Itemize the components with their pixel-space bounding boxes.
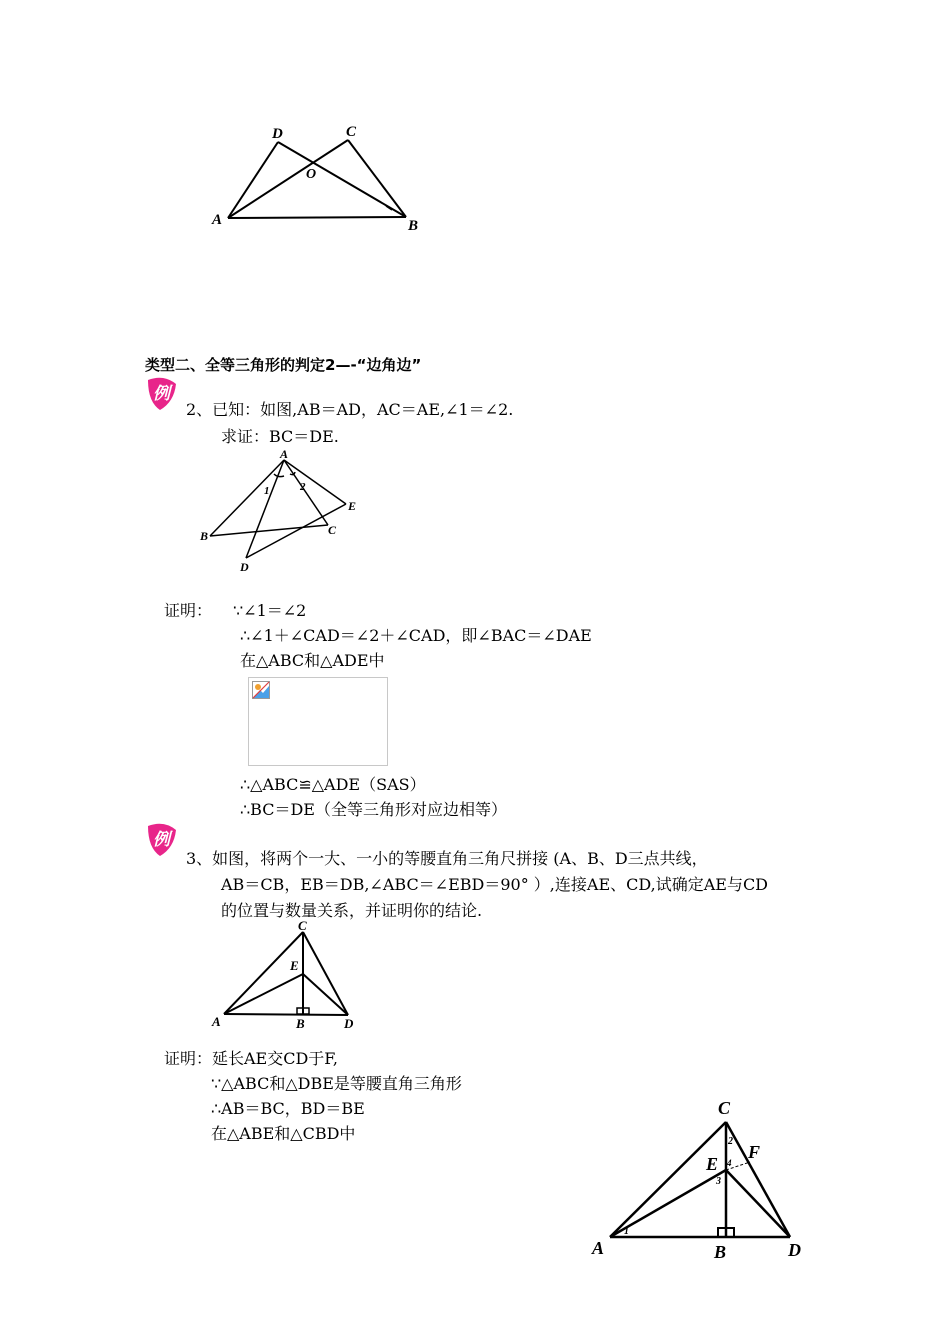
proof3-line2: ∴AB＝BC，BD＝BE — [211, 1099, 365, 1118]
badge-char: 例 — [153, 384, 170, 403]
label-a: A — [280, 447, 289, 461]
figure-aob — [200, 120, 440, 240]
example2-line2: 求证：BC＝DE. — [221, 427, 339, 446]
section-heading: 类型二、全等三角形的判定2—-“边角边” — [145, 356, 422, 374]
figure-example2 — [196, 446, 376, 576]
figure-example3 — [206, 918, 366, 1034]
proof2-line2: ∴∠1＋∠CAD＝∠2＋∠CAD，即∠BAC＝∠DAE — [240, 626, 592, 645]
label-e: E — [290, 958, 299, 973]
label-e: E — [348, 499, 357, 513]
label-c: C — [328, 523, 337, 537]
proof2-line5: ∴BC＝DE（全等三角形对应边相等） — [240, 800, 507, 819]
label-b: B — [714, 1242, 727, 1262]
proof2-label: 证明： — [164, 601, 213, 620]
proof2-line4: ∴△ABC≌△ADE（SAS） — [240, 775, 426, 794]
image-placeholder — [248, 677, 388, 766]
broken-image-icon — [252, 681, 270, 699]
proof3-line1: ∵△ABC和△DBE是等腰直角三角形 — [211, 1074, 462, 1093]
proof2-line1: ∵∠1＝∠2 — [233, 601, 307, 620]
example3-line1: 3、如图，将两个一大、一小的等腰直角三角尺拼接 (A、B、D三点共线， — [186, 849, 708, 868]
badge-char: 例 — [153, 830, 170, 849]
example-badge-icon — [144, 822, 178, 858]
label-b: B — [296, 1016, 305, 1031]
label-angle4: 4 — [727, 1158, 732, 1168]
example3-line3: 的位置与数量关系，并证明你的结论. — [221, 901, 483, 920]
label-angle1: 1 — [624, 1226, 629, 1237]
label-angle2: 2 — [300, 481, 306, 493]
label-angle3: 3 — [716, 1176, 721, 1187]
label-d: D — [272, 126, 283, 142]
label-o: O — [306, 167, 317, 182]
label-angle2: 2 — [728, 1136, 733, 1147]
label-c: C — [718, 1098, 731, 1118]
label-c: C — [346, 124, 357, 140]
example2-line1: 2、已知：如图,AB＝AD，AC＝AE,∠1＝∠2. — [186, 400, 514, 419]
label-f: F — [748, 1142, 761, 1162]
figure-example3-extended — [588, 1092, 818, 1264]
label-c: C — [298, 918, 307, 933]
proof3-label: 证明：延长AE交CD于F, — [164, 1049, 339, 1068]
label-a: A — [212, 212, 223, 228]
example3-line2: AB＝CB，EB＝DB,∠ABC＝∠EBD＝90° ）,连接AE、CD,试确定AE与CD — [221, 875, 769, 894]
example-badge-icon — [144, 376, 178, 412]
label-b: B — [200, 529, 209, 543]
label-a: A — [212, 1014, 221, 1029]
label-e: E — [706, 1154, 719, 1174]
label-d: D — [788, 1240, 801, 1260]
proof3-line3: 在△ABE和△CBD中 — [211, 1124, 356, 1143]
label-angle1: 1 — [264, 485, 270, 497]
label-d: D — [240, 560, 249, 574]
label-b: B — [408, 218, 419, 234]
label-a: A — [592, 1238, 605, 1258]
proof2-line3: 在△ABC和△ADE中 — [240, 651, 385, 670]
label-d: D — [344, 1016, 354, 1031]
